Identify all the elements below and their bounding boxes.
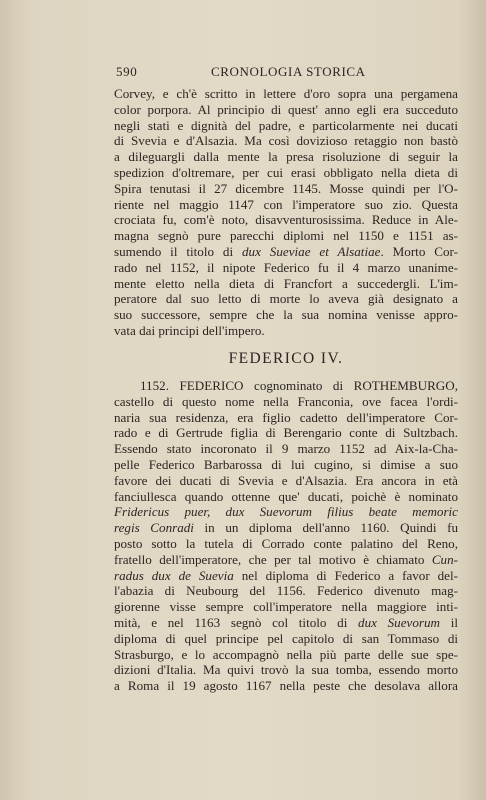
text-line: di Svevia e d'Alsazia. Ma così dovizioso retaggio non bastò <box>114 133 458 149</box>
page-number: 590 <box>116 64 138 79</box>
text-line: crociata fu, com'è noto, disavventurosissima. Reduce in Ale- <box>114 212 458 228</box>
text-line: magna segnò pure parecchi diplomi nel 1150 e 1151 as- <box>114 228 458 244</box>
text-line: 1152. FEDERICO cognominato di ROTHEMBURGO, <box>140 378 458 393</box>
text-line: a Roma il 19 agosto 1167 nella peste che desolava allora <box>114 678 458 694</box>
body-text-federico <box>114 378 458 694</box>
text-line: rado e di Gertrude figlia di Berengario conte di Sultzbach. <box>114 425 458 441</box>
text-line: peratore dal suo letto di morte lo aveva già designato a <box>114 291 458 307</box>
text-line: radus dux de Suevia nel diploma di Federico a favor del- <box>114 567 458 583</box>
text-line: mente eletto nella dieta di Francfort a succedergli. L'im- <box>114 275 458 291</box>
text-line: Essendo stato incoronato il 9 marzo 1152 ad Aix-la-Cha- <box>114 441 458 457</box>
text-line: color porpora. Al principio di quest' anno egli era succeduto <box>114 101 458 117</box>
text-line: vata dai principi dell'impero. <box>114 322 265 338</box>
text-line: pelle Federico Barbarossa di lui cugino, si dimise a suo <box>114 456 458 472</box>
text-line: Corvey, e ch'è scritto in lettere d'oro sopra una pergamena <box>114 86 458 101</box>
text-line: fanciullesca quando ottenne que' ducati, poichè è nominato <box>114 488 458 504</box>
text-line: suo successore, sempre che la sua nomina venisse appro- <box>114 307 458 323</box>
text-line: l'abazia di Neubourg del 1156. Federico divenuto mag- <box>114 583 458 599</box>
text-line: diploma di quel principe pel capitolo di san Tommaso di <box>114 630 458 646</box>
text-line: spedizion d'oltremare, per cui erasi obbligato nella dieta di <box>114 164 458 180</box>
text-line: Spira tenutasi il 27 dicembre 1145. Mosse quindi per l'O- <box>114 180 458 196</box>
text-line: naria sua residenza, era figlio cadetto dell'imperatore Cor- <box>114 409 458 425</box>
text-line: giorenne visse sempre coll'imperatore nella maggiore inti- <box>114 599 458 615</box>
text-line: Fridericus puer, dux Suevorum filius beate memoric <box>114 504 458 520</box>
text-line: fratello dell'imperatore, che per tal motivo è chiamato Cun- <box>114 551 458 567</box>
text-line: rado nel 1152, il nipote Federico fu il 4 marzo unanime- <box>114 259 458 275</box>
section-title: FEDERICO IV. <box>228 350 344 367</box>
text-line: dizioni d'Italia. Ma quivi trovò la sua tomba, essendo morto <box>114 662 458 678</box>
text-line: regis Conradi in un diploma dell'anno 1160. Quindi fu <box>114 520 458 536</box>
text-line: negli stati e dignità del padre, e particolarmente nei ducati <box>114 117 458 133</box>
text-line: castello di questo nome nella Franconia, ove facea l'ordi- <box>114 393 458 409</box>
running-title: CRONOLOGIA STORICA <box>211 64 366 79</box>
text-line: sumendo il titolo di dux Sueviae et Alsatiae. Morto Cor- <box>114 243 459 259</box>
text-line: a dileguargli dalla mente la presa risoluzione di seguir la <box>114 149 458 165</box>
text-line: posto sotto la tutela di Corrado conte palatino del Reno, <box>114 535 458 551</box>
text-line: Strasburgo, e lo accompagnò nella più parte delle sue spe- <box>114 646 458 662</box>
page-header <box>116 64 456 84</box>
text-line: mità, e nel 1163 segnò col titolo di dux Suevorum il <box>114 614 458 630</box>
text-line: favore dei ducati di Svevia e d'Alsazia. Era ancora in età <box>114 472 458 488</box>
text-line: riente nel maggio 1147 con l'imperatore suo zio. Questa <box>114 196 458 212</box>
body-text-continued <box>114 86 458 339</box>
